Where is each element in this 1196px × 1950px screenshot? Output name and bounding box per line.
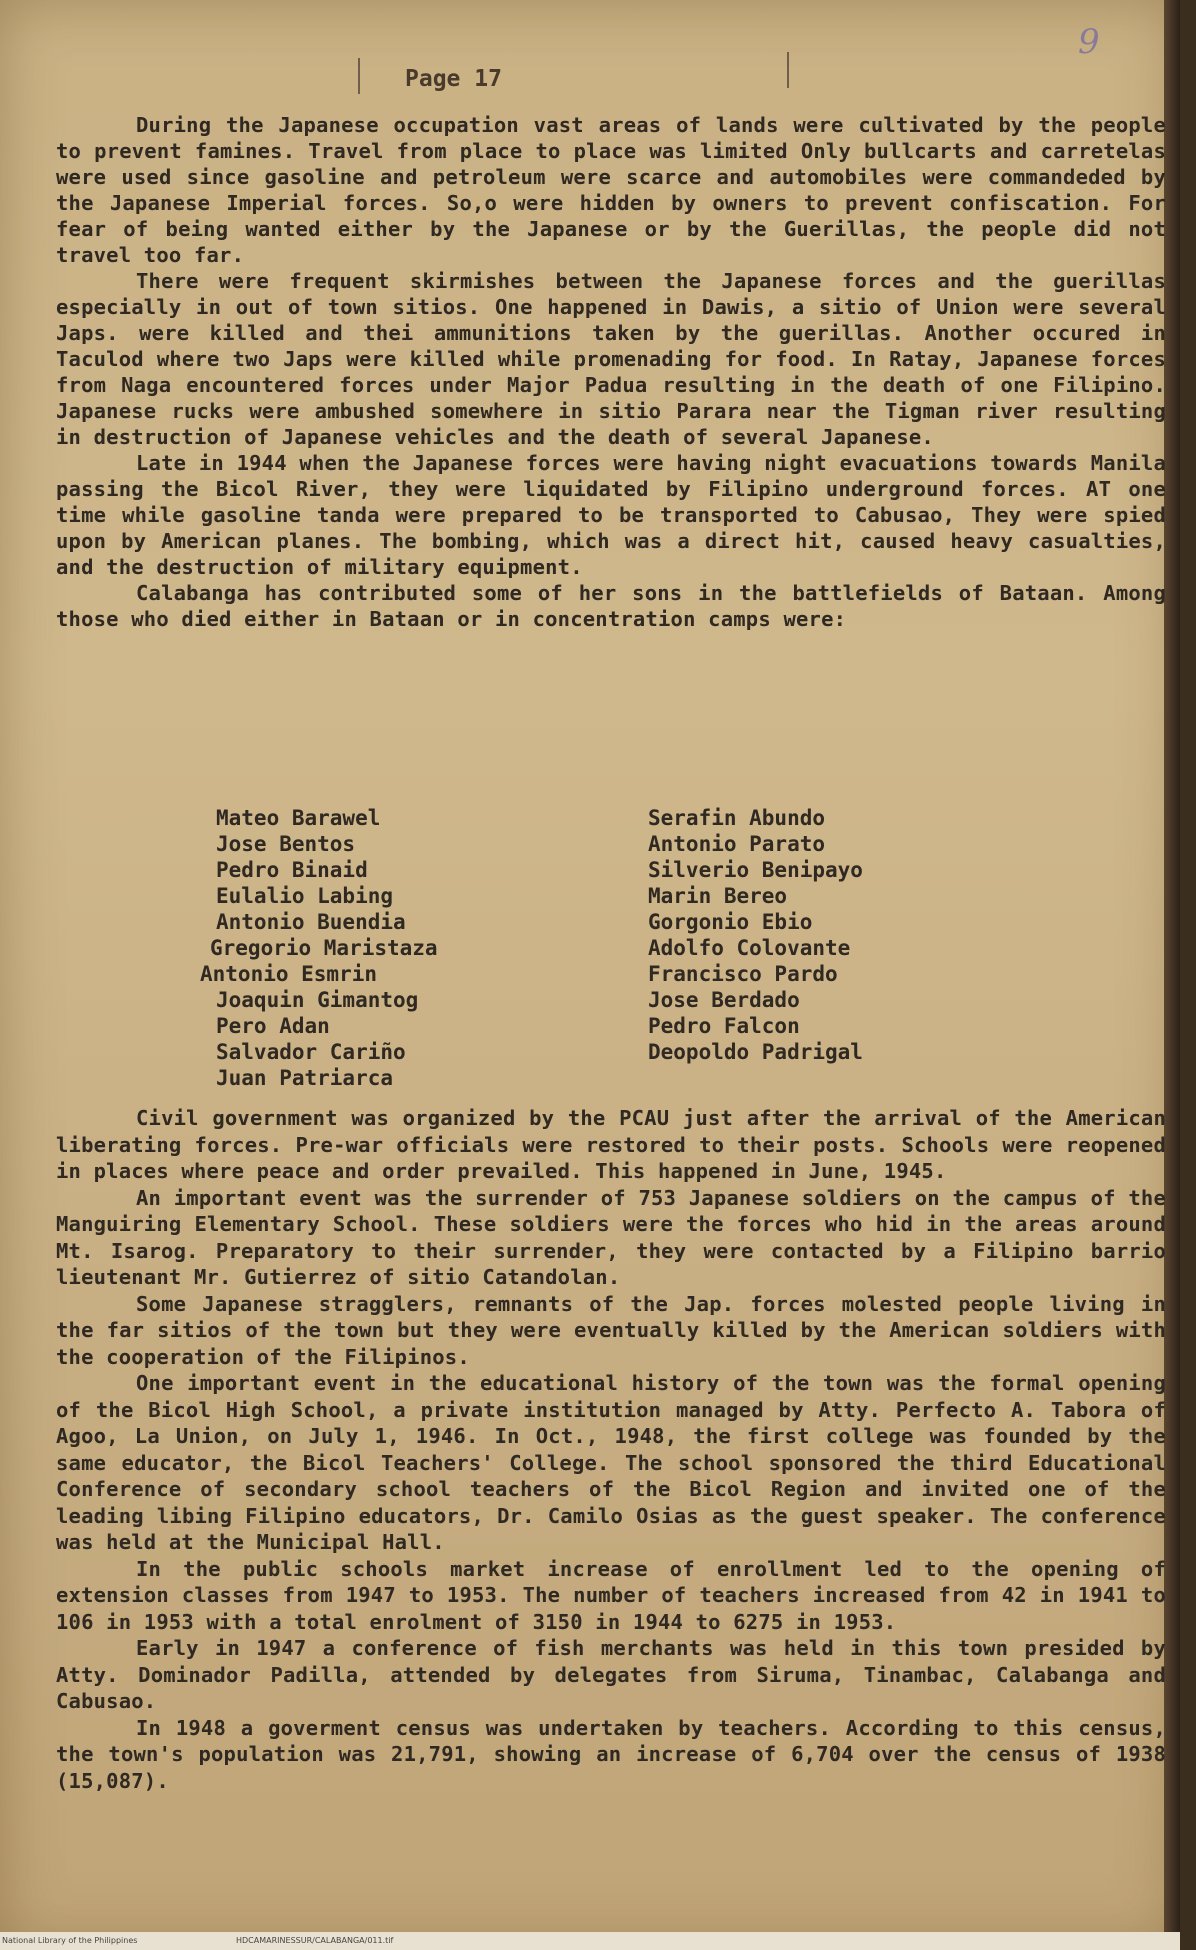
name-entry: Antonio Parato — [648, 832, 826, 856]
paragraph-fish-merchants: Early in 1947 a conference of fish merchants was held in this town presided by Atty. Dominador Padilla, attended by delegates from Siruma, Tinambac, Calabanga and Cabusao. — [56, 1636, 1166, 1713]
name-entry: Marin Bereo — [648, 884, 788, 908]
name-column-right — [648, 805, 863, 1065]
paragraph-civil-government: Civil government was organized by the PCAU just after the arrival of the American liberating forces. Pre-war officials were restored to their posts. Schools were reopened in places where peace and order prevailed. This happened in June, 1945. — [56, 1106, 1166, 1183]
scan-footer — [0, 1932, 1180, 1950]
paragraph-bataan: Calabanga has contributed some of her sons in the battlefields of Bataan. Among those who died either in Bataan or in concentration camps were: — [56, 581, 1166, 631]
body-text-bottom — [56, 1105, 1166, 1794]
margin-tick-left — [358, 58, 360, 94]
name-entry: Jose Berdado — [648, 988, 800, 1012]
name-entry: Antonio Buendia — [216, 910, 406, 934]
name-entry: Gregorio Maristaza — [210, 936, 438, 960]
name-entry: Salvador Cariño — [216, 1040, 406, 1064]
paragraph-evacuations: Late in 1944 when the Japanese forces were having night evacuations towards Manila passing the Bicol River, they were liquidated by Filipino underground forces. AT one time while gasoline tanda were prepared to be transported to Cabusao, They were spied upon by American planes. The bombing, which was a direct hit, caused heavy casualties, and the destruction of military equipment. — [56, 451, 1166, 579]
name-column-left — [200, 805, 438, 1091]
name-entry: Francisco Pardo — [648, 962, 838, 986]
paragraph-skirmishes: There were frequent skirmishes between the Japanese forces and the guerillas especially in out of town sitios. One happened in Dawis, a sitio of Union were several Japs. were killed and thei ammunitions taken by the guerillas. Another occured in Taculod where two Japs were killed while promenading for food. In Ratay, Japanese forces from Naga encountered forces under Major Padua resulting in the death of one Filipino. Japanese rucks were ambushed somewhere in sitio Parara near the Tigman river resulting in destruction of Japanese vehicles and the death of several Japanese. — [56, 269, 1166, 449]
name-entry: Pero Adan — [216, 1014, 330, 1038]
name-entry: Antonio Esmrin — [200, 962, 378, 986]
paragraph-occupation: During the Japanese occupation vast areas of lands were cultivated by the people to prevent famines. Travel from place to place was limited Only bullcarts and carretelas were used since gasoline and petroleum were scarce and automobiles were commandeded by the Japanese Imperial forces. So,o were hidden by owners to prevent confiscation. For fear of being wanted either by the Japanese or by the Guerillas, the people did not travel too far. — [56, 113, 1166, 267]
footer-filename: HDCAMARINESSUR/CALABANGA/011.tif — [236, 1936, 394, 1945]
name-entry: Deopoldo Padrigal — [648, 1040, 863, 1064]
margin-tick-right — [787, 52, 789, 88]
paragraph-education: One important event in the educational history of the town was the formal opening of the Bicol High School, a private institution managed by Atty. Perfecto A. Tabora of Agoo, La Union, on July 1, 1946. In Oct., 1948, the first college was founded by the same educator, the Bicol Teachers' College. The school sponsored the third Educational Conference of secondary school teachers of the Bicol Region and invited one of the leading libing Filipino educators, Dr. Camilo Osias as the guest speaker. The conference was held at the Municipal Hall. — [56, 1371, 1166, 1554]
name-entry: Eulalio Labing — [216, 884, 394, 908]
footer-source: National Library of the Philippines — [2, 1936, 138, 1945]
name-entry: Joaquin Gimantog — [216, 988, 419, 1012]
name-entry: Pedro Binaid — [216, 858, 368, 882]
paragraph-stragglers: Some Japanese stragglers, remnants of the Jap. forces molested people living in the far sitios of the town but they were eventually killed by the American soldiers with the cooperation of the Filipinos. — [56, 1291, 1166, 1369]
name-entry: Adolfo Colovante — [648, 936, 851, 960]
page-edge-shadow — [1164, 0, 1180, 1950]
name-entry: Silverio Benipayo — [648, 858, 863, 882]
paragraph-public-schools: In the public schools market increase of enrollment led to the opening of extension classes from 1947 to 1953. The number of teachers increased from 42 in 1941 to 106 in 1953 with a total enrolment of 3150 in 1944 to 6275 in 1953. — [56, 1556, 1166, 1634]
paragraph-surrender: An important event was the surrender of 753 Japanese soldiers on the campus of the Manguiring Elementary School. These soldiers were the forces who hid in the areas around Mt. Isarog. Preparatory to their surrender, they were contacted by a Filipino barrio lieutenant Mr. Gutierrez of sitio Catandolan. — [56, 1185, 1166, 1289]
name-entry: Pedro Falcon — [648, 1014, 800, 1038]
name-entry: Gorgonio Ebio — [648, 910, 813, 934]
name-entry: Serafin Abundo — [648, 806, 826, 830]
page-heading: Page 17 — [405, 66, 502, 92]
body-text-top — [56, 112, 1166, 632]
name-entry: Jose Bentos — [216, 832, 356, 856]
name-entry: Mateo Barawel — [216, 806, 381, 830]
name-entry: Juan Patriarca — [216, 1066, 394, 1090]
paragraph-census: In 1948 a goverment census was undertaken by teachers. According to this census, the town's population was 21,791, showing an increase of 6,704 over the census of 1938 (15,087). — [56, 1715, 1166, 1793]
page-corner-number: 9 — [1078, 22, 1100, 62]
